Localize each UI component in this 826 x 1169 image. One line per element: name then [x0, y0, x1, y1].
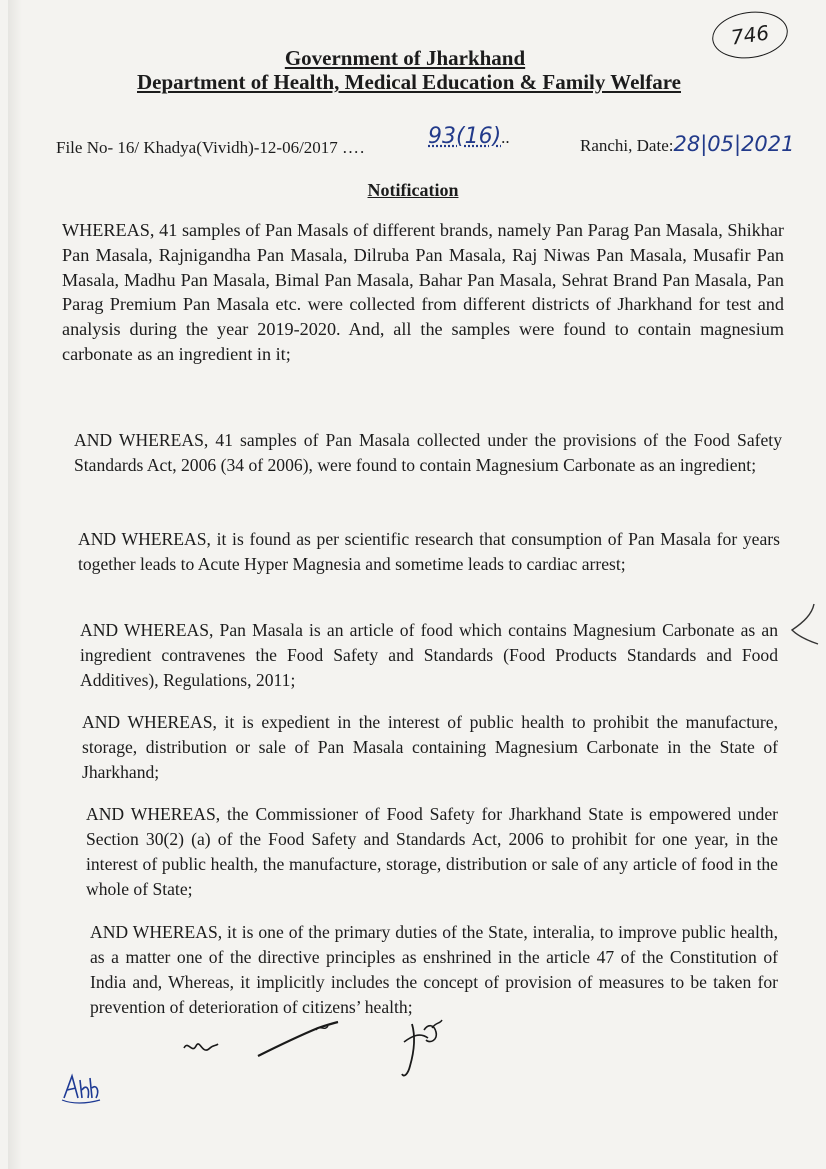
- scan-edge-shadow: [8, 0, 22, 1169]
- paragraph-whereas-4: AND WHEREAS, Pan Masala is an article of food which contains Magnesium Carbonate as an ingredient contravenes the Food Safety and Standards (Food Products Standards and Food Additives), Regulations, 2011;: [80, 620, 778, 690]
- file-dots-left: ….: [342, 138, 366, 157]
- file-number-line: [56, 138, 365, 158]
- file-dots-right: ..: [501, 128, 510, 147]
- department-heading: Department of Health, Medical Education & Family Welfare: [137, 70, 681, 94]
- government-heading: Government of Jharkhand: [284, 46, 526, 70]
- paragraph-whereas-1: WHEREAS, 41 samples of Pan Masals of different brands, namely Pan Parag Pan Masala, Shikhar Pan Masala, Rajnigandha Pan Masala, Dilruba Pan Masala, Raj Niwas Pan Masala, Musafir Pan Masala, Madhu Pan Masala, Bimal Pan Masala, Bahar Pan Masala, Sehrat Brand Pan Masala, Pan Parag Premium Pan Masala etc. were collected from different districts of Jharkhand for test and analysis during the year 2019-2020. And, all the samples were found to contain magnesium carbonate as an ingredient in it;: [62, 220, 784, 364]
- notification-title: Notification: [367, 180, 459, 200]
- paragraph-whereas-3: AND WHEREAS, it is found as per scientific research that consumption of Pan Masala for years together leads to Acute Hyper Magnesia and sometime leads to cardiac arrest;: [78, 529, 780, 574]
- handwritten-file-number-text: 93(16): [428, 124, 502, 149]
- paragraph-whereas-7: AND WHEREAS, it is one of the primary duties of the State, interalia, to improve public health, as a matter one of the directive principles as enshrined in the article 47 of the Constitution of India and, Whereas, it implicitly includes the concept of provision of measures to be taken for prevention of deterioration of citizens’ health;: [90, 922, 778, 1017]
- handwritten-file-number: [428, 124, 510, 149]
- file-number-label: File No- 16/ Khadya(Vividh)-12-06/2017: [56, 138, 338, 157]
- place-date-line: [580, 132, 795, 156]
- paragraph-whereas-6: AND WHEREAS, the Commissioner of Food Safety for Jharkhand State is empowered under Section 30(2) (a) of the Food Safety and Standards Act, 2006 to prohibit for one year, in the interest of public health, the manufacture, storage, distribution or sale of any article of food in the whole of State;: [86, 804, 778, 899]
- paragraph-whereas-5: AND WHEREAS, it is expedient in the interest of public health to prohibit the manufacture, storage, distribution or sale of Pan Masala containing Magnesium Carbonate in the State of Jharkhand;: [82, 712, 778, 782]
- handwritten-signature: [398, 1018, 448, 1084]
- handwritten-initials-left: [60, 1070, 104, 1106]
- handwritten-circled-number: 746: [709, 7, 791, 63]
- margin-tick-mark: [784, 600, 824, 650]
- handwritten-signature-stroke: [254, 1018, 344, 1062]
- paragraph-whereas-2: AND WHEREAS, 41 samples of Pan Masala collected under the provisions of the Food Safety Standards Act, 2006 (34 of 2006), were found to contain Magnesium Carbonate as an ingredient;: [74, 430, 782, 475]
- place-date-label: Ranchi, Date:: [580, 136, 674, 155]
- handwritten-date: 28|05|2021: [673, 132, 795, 156]
- handwritten-initials-small: [180, 1034, 220, 1060]
